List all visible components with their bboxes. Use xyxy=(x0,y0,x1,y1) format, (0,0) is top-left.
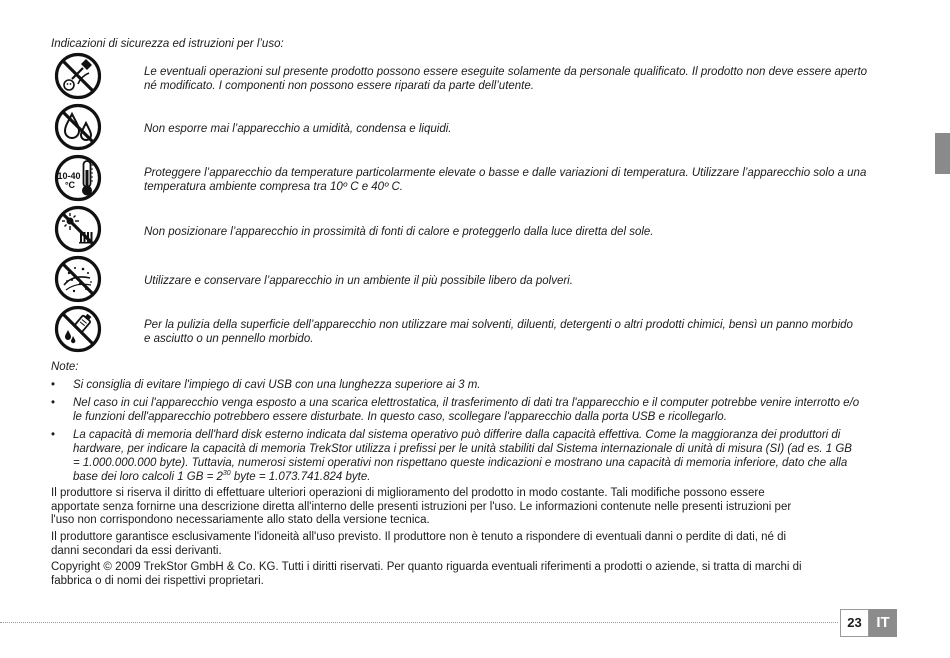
text-line: le funzioni dell'apparecchio potrebbero essere disturbate. In questo caso, scollegare l'apparecchio dalla porta USB e ricollegarlo. xyxy=(73,411,727,423)
safety-text-moisture xyxy=(144,122,451,136)
text-line: = 1.000.000.000 byte). Tuttavia, numerosi sistemi operativi non rispettano queste indicazioni e mostrano una capacità di memoria inferiore, dato che alla xyxy=(73,457,848,469)
text-line: Per la pulizia della superficie dell’apparecchio non utilizzare mai solventi, diluenti, detergenti o altri prodotti chimici, bensì un panno morbido xyxy=(144,319,853,331)
text-line: Nel caso in cui l'apparecchio venga esposto a una scarica elettrostatica, il trasferimento di dati tra l'apparecchio e il computer potrebbe venire interrotto e/o xyxy=(73,397,860,409)
text-line: Copyright © 2009 TrekStor GmbH & Co. KG. Tutti i diritti riservati. Per quanto riguarda eventuali riferimenti a prodotti o aziende, si tratta di marchi di xyxy=(51,561,802,573)
no-heat-sun-icon xyxy=(53,204,103,254)
temperature-range-label: 10-40 xyxy=(57,171,81,181)
safety-text-cleaning xyxy=(144,318,853,346)
text-line: Utilizzare e conservare l’apparecchio in un ambiente il più possibile libero da polveri. xyxy=(144,275,573,287)
text-fragment: byte = 1.073.741.824 byte. xyxy=(230,471,371,483)
note-label: Note: xyxy=(51,361,79,373)
text-line-with-exponent xyxy=(73,470,852,484)
text-line: Proteggere l’apparecchio da temperature particolarmente elevate o basse e dalle variazioni di temperatura. Utilizzare l’apparecchio solo a una xyxy=(144,167,867,179)
temperature-range-icon xyxy=(53,153,103,203)
safety-text-dust xyxy=(144,274,573,288)
text-line: fabbrica o di nomi dei rispettivi proprietari. xyxy=(51,574,264,587)
text-line: Non posizionare l’apparecchio in prossimità di fonti di calore e proteggerlo dalla luce diretta del sole. xyxy=(144,226,654,238)
bullet-marker xyxy=(51,428,61,442)
page-title: Indicazioni di sicurezza ed istruzioni per l’uso: xyxy=(51,38,284,50)
safety-text-service xyxy=(144,65,867,93)
text-line: Il produttore si riserva il diritto di effettuare ulteriori operazioni di miglioramento del prodotto in modo costante. Tali modifiche possono essere xyxy=(51,487,765,499)
note-bullet-electrostatic xyxy=(73,396,859,424)
text-line: Si consiglia di evitare l'impiego di cavi USB con una lunghezza superiore ai 3 m. xyxy=(73,379,481,391)
text-line: l'uso non corrispondono necessariamente allo stato della versione tecnica. xyxy=(51,514,430,526)
text-fragment: base dei loro calcoli 1 GB = 2 xyxy=(73,471,223,483)
text-line: e asciutto o un pennello morbido. xyxy=(144,333,314,345)
text-line: Le eventuali operazioni sul presente prodotto possono essere eseguite solamente da personale qualificato. Il prodotto non deve essere aperto xyxy=(144,66,868,78)
text-line: né modificato. I componenti non possono essere riparati da parte dell’utente. xyxy=(144,80,534,92)
no-dust-icon xyxy=(53,254,103,304)
text-line: danni secondari da essi derivanti. xyxy=(51,544,222,557)
no-liquids-icon xyxy=(53,102,103,152)
no-chemicals-icon xyxy=(53,304,103,354)
no-tools-icon xyxy=(53,51,103,101)
language-tab: IT xyxy=(869,609,897,637)
bullet-marker xyxy=(51,378,61,392)
note-bullet-capacity xyxy=(73,428,852,484)
safety-text-heat xyxy=(144,225,653,239)
chapter-edge-tab xyxy=(935,133,950,174)
paragraph-copyright xyxy=(51,561,802,588)
text-line: temperatura ambiente compresa tra 10º C e 40º C. xyxy=(144,181,403,193)
text-line: apportate senza fornirne una descrizione diretta all'interno delle presenti istruzioni per l'uso. Le informazioni contenute nelle presenti istruzioni per xyxy=(51,500,792,513)
paragraph-liability xyxy=(51,531,786,558)
safety-text-temperature xyxy=(144,166,866,194)
note-bullet-usb-cable xyxy=(73,378,480,392)
paragraph-improvements xyxy=(51,487,791,528)
temperature-unit-label: °C xyxy=(64,180,76,190)
text-line: hardware, per indicare la capacità di memoria TrekStor utilizza i prefissi per le unità stabiliti dal Sistema internazionale di unità di misura (SI) (ad es. 1 GB xyxy=(73,443,852,455)
page-number: 23 xyxy=(840,609,869,637)
text-line: La capacità di memoria dell'hard disk esterno indicata dal sistema operativo può differire dalla capacità effettiva. Come la maggioranza dei produttori di xyxy=(73,429,841,441)
text-line: Il produttore garantisce esclusivamente l'idoneità all'uso previsto. Il produttore non è tenuto a rispondere di eventuali danni o perdite di dati, né di xyxy=(51,531,787,543)
exponent: 30 xyxy=(222,470,231,477)
bullet-marker xyxy=(51,396,61,410)
text-line: Non esporre mai l’apparecchio a umidità, condensa e liquidi. xyxy=(144,123,452,135)
footer-dotted-rule xyxy=(0,622,838,623)
